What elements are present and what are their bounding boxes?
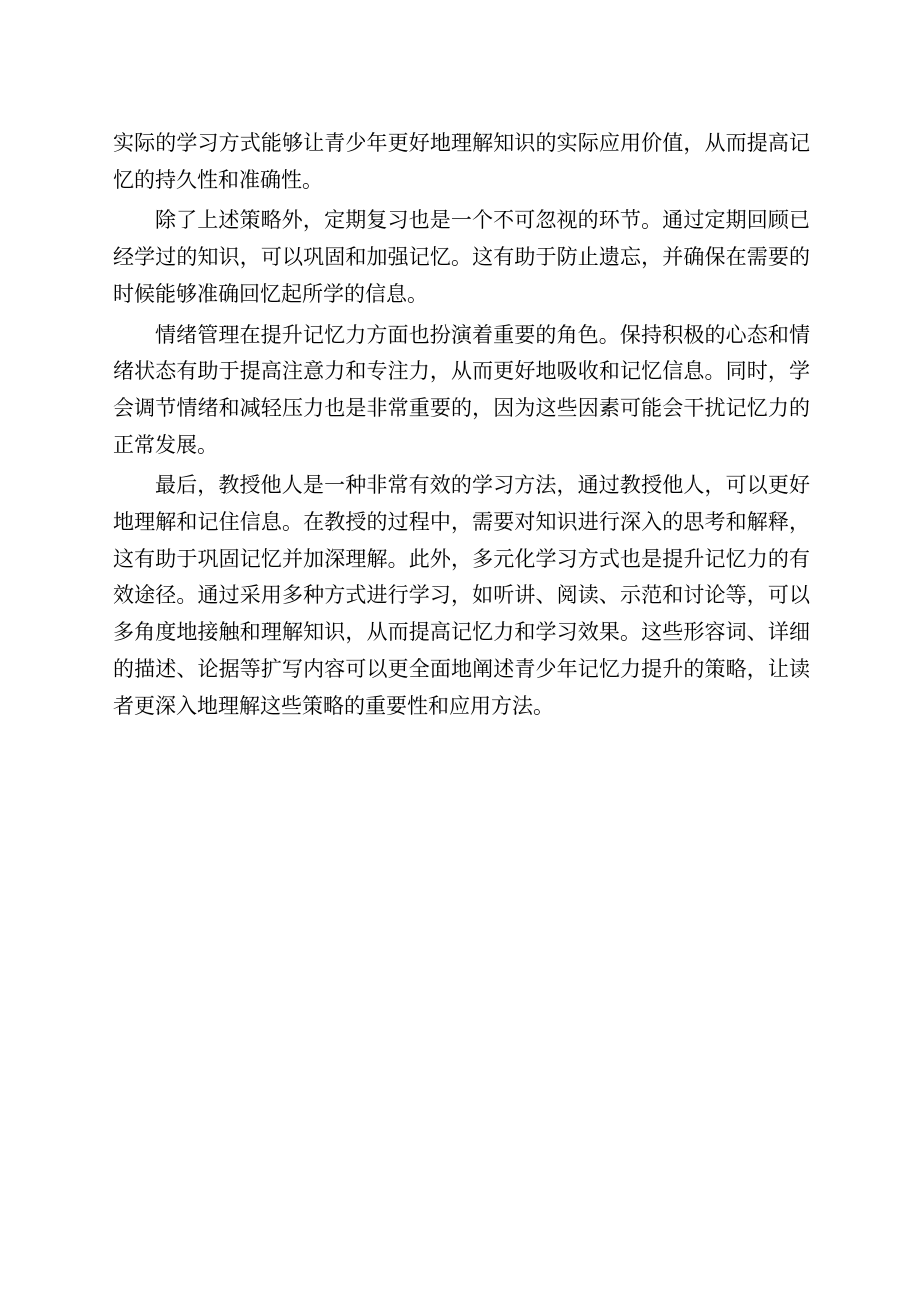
paragraph-review: 除了上述策略外，定期复习也是一个不可忽视的环节。通过定期回顾已经学过的知识，可以巩固和加强记忆。这有助于防止遗忘，并确保在需要的时候能够准确回忆起所学的信息。 (113, 208, 810, 306)
paragraph-teaching-others: 最后，教授他人是一种非常有效的学习方法，通过教授他人，可以更好地理解和记住信息。在教授的过程中，需要对知识进行深入的思考和解释，这有助于巩固记忆并加深理解。此外，多元化学习方式也是提升记忆力的有效途径。通过采用多种方式进行学习，如听讲、阅读、示范和讨论等，可以多角度地接触和理解知识，从而提高记忆力和学习效果。这些形容词、详细的描述、论据等扩写内容可以更全面地阐述青少年记忆力提升的策略，让读者更深入地理解这些策略的重要性和应用方法。 (113, 473, 810, 718)
document-body (113, 125, 810, 724)
paragraph-continued: 实际的学习方式能够让青少年更好地理解知识的实际应用价值，从而提高记忆的持久性和准确性。 (113, 131, 810, 192)
paragraph-emotion-management: 情绪管理在提升记忆力方面也扮演着重要的角色。保持积极的心态和情绪状态有助于提高注意力和专注力，从而更好地吸收和记忆信息。同时，学会调节情绪和减轻压力也是非常重要的，因为这些因素可能会干扰记忆力的正常发展。 (113, 322, 810, 457)
